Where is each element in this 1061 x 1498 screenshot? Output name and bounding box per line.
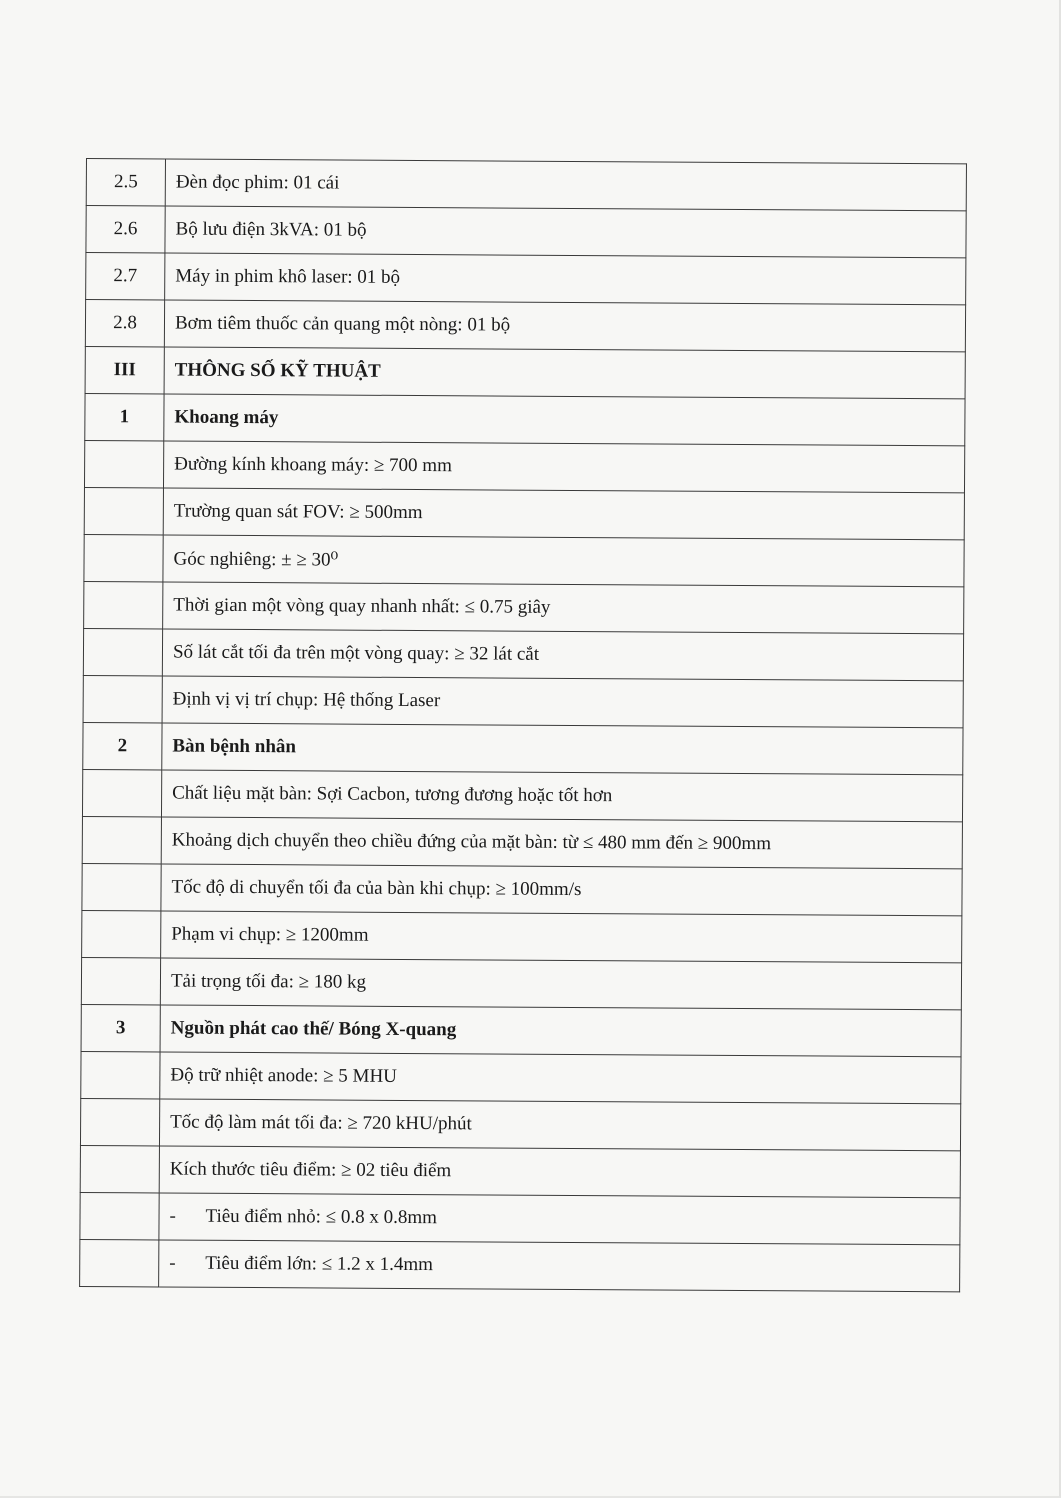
section-row	[85, 393, 965, 445]
row-number	[80, 1098, 159, 1145]
row-description: Máy in phim khô laser: 01 bộ	[165, 253, 966, 305]
row-description	[159, 1193, 960, 1245]
table-row	[80, 1239, 960, 1291]
row-description: Kích thước tiêu điểm: ≥ 02 tiêu điểm	[159, 1146, 960, 1198]
table-row	[83, 675, 963, 727]
specification-table-body	[80, 159, 967, 1292]
row-description: Đường kính khoang máy: ≥ 700 mm	[163, 441, 964, 493]
row-description: Định vị vị trí chụp: Hệ thống Laser	[162, 676, 963, 728]
row-number: 2.8	[85, 300, 164, 347]
row-number	[83, 675, 162, 722]
row-description: Tải trọng tối đa: ≥ 180 kg	[160, 958, 961, 1010]
row-description: Nguồn phát cao thế/ Bóng X-quang	[160, 1005, 961, 1057]
row-description: Bộ lưu điện 3kVA: 01 bộ	[165, 206, 966, 258]
row-number	[83, 628, 162, 675]
table-row	[80, 1192, 960, 1244]
row-description: Phạm vi chụp: ≥ 1200mm	[161, 911, 962, 963]
row-description: Số lát cắt tối đa trên một vòng quay: ≥ 32 lát cắt	[162, 629, 963, 681]
row-number	[81, 1051, 160, 1098]
row-description: Tốc độ làm mát tối đa: ≥ 720 kHU/phút	[159, 1099, 960, 1151]
row-description: Bơm tiêm thuốc cản quang một nòng: 01 bộ	[164, 300, 965, 352]
table-row	[83, 628, 963, 680]
table-row	[84, 534, 964, 586]
row-description: THÔNG SỐ KỸ THUẬT	[164, 347, 965, 399]
row-number: 2	[83, 722, 162, 769]
row-number	[80, 1192, 159, 1239]
row-number	[82, 769, 161, 816]
table-row	[86, 159, 966, 211]
row-number	[80, 1145, 159, 1192]
table-row	[86, 206, 966, 258]
list-dash: -	[169, 1252, 176, 1274]
table-row	[81, 1051, 961, 1103]
list-item-text: Tiêu điểm lớn: ≤ 1.2 x 1.4mm	[205, 1252, 434, 1276]
table-row	[81, 957, 961, 1009]
table-row	[82, 863, 962, 915]
row-description: Khoang máy	[164, 394, 965, 446]
row-number	[82, 863, 161, 910]
row-number	[84, 534, 163, 581]
list-item-text: Tiêu điểm nhỏ: ≤ 0.8 x 0.8mm	[205, 1205, 438, 1229]
list-dash: -	[169, 1205, 176, 1227]
table-row	[85, 300, 965, 352]
table-row	[80, 1098, 960, 1150]
table-row	[82, 910, 962, 962]
row-description: Trường quan sát FOV: ≥ 500mm	[163, 488, 964, 540]
table-row	[84, 487, 964, 539]
row-number	[80, 1239, 159, 1286]
row-number: 1	[85, 393, 164, 440]
table-row	[82, 769, 962, 821]
row-number: 3	[81, 1004, 160, 1051]
section-row	[81, 1004, 961, 1056]
row-number	[82, 910, 161, 957]
row-description: Bàn bệnh nhân	[162, 723, 963, 775]
row-number: 2.6	[86, 206, 165, 253]
section-row	[85, 346, 965, 398]
row-description: Độ trữ nhiệt anode: ≥ 5 MHU	[160, 1052, 961, 1104]
row-number: 2.5	[86, 159, 165, 206]
row-description: Góc nghiêng: ± ≥ 30⁰	[163, 535, 964, 587]
table-row	[84, 440, 964, 492]
table-row	[84, 581, 964, 633]
row-description: Khoảng dịch chuyển theo chiều đứng của mặt bàn: từ ≤ 480 mm đến ≥ 900mm	[161, 817, 962, 869]
row-description: Tốc độ di chuyển tối đa của bàn khi chụp: ≥ 100mm/s	[161, 864, 962, 916]
section-row	[83, 722, 963, 774]
row-description	[159, 1240, 960, 1292]
row-description: Chất liệu mặt bàn: Sợi Cacbon, tương đương hoặc tốt hơn	[161, 770, 962, 822]
table-row	[86, 253, 966, 305]
row-number	[82, 816, 161, 863]
row-number	[84, 581, 163, 628]
row-number	[84, 440, 163, 487]
table-row	[80, 1145, 960, 1197]
row-description: Thời gian một vòng quay nhanh nhất: ≤ 0.75 giây	[163, 582, 964, 634]
row-number: III	[85, 346, 164, 393]
table-row	[82, 816, 962, 868]
row-description: Đèn đọc phim: 01 cái	[165, 159, 966, 211]
row-number: 2.7	[86, 253, 165, 300]
specification-table	[79, 158, 967, 1292]
row-number	[81, 957, 160, 1004]
row-number	[84, 487, 163, 534]
